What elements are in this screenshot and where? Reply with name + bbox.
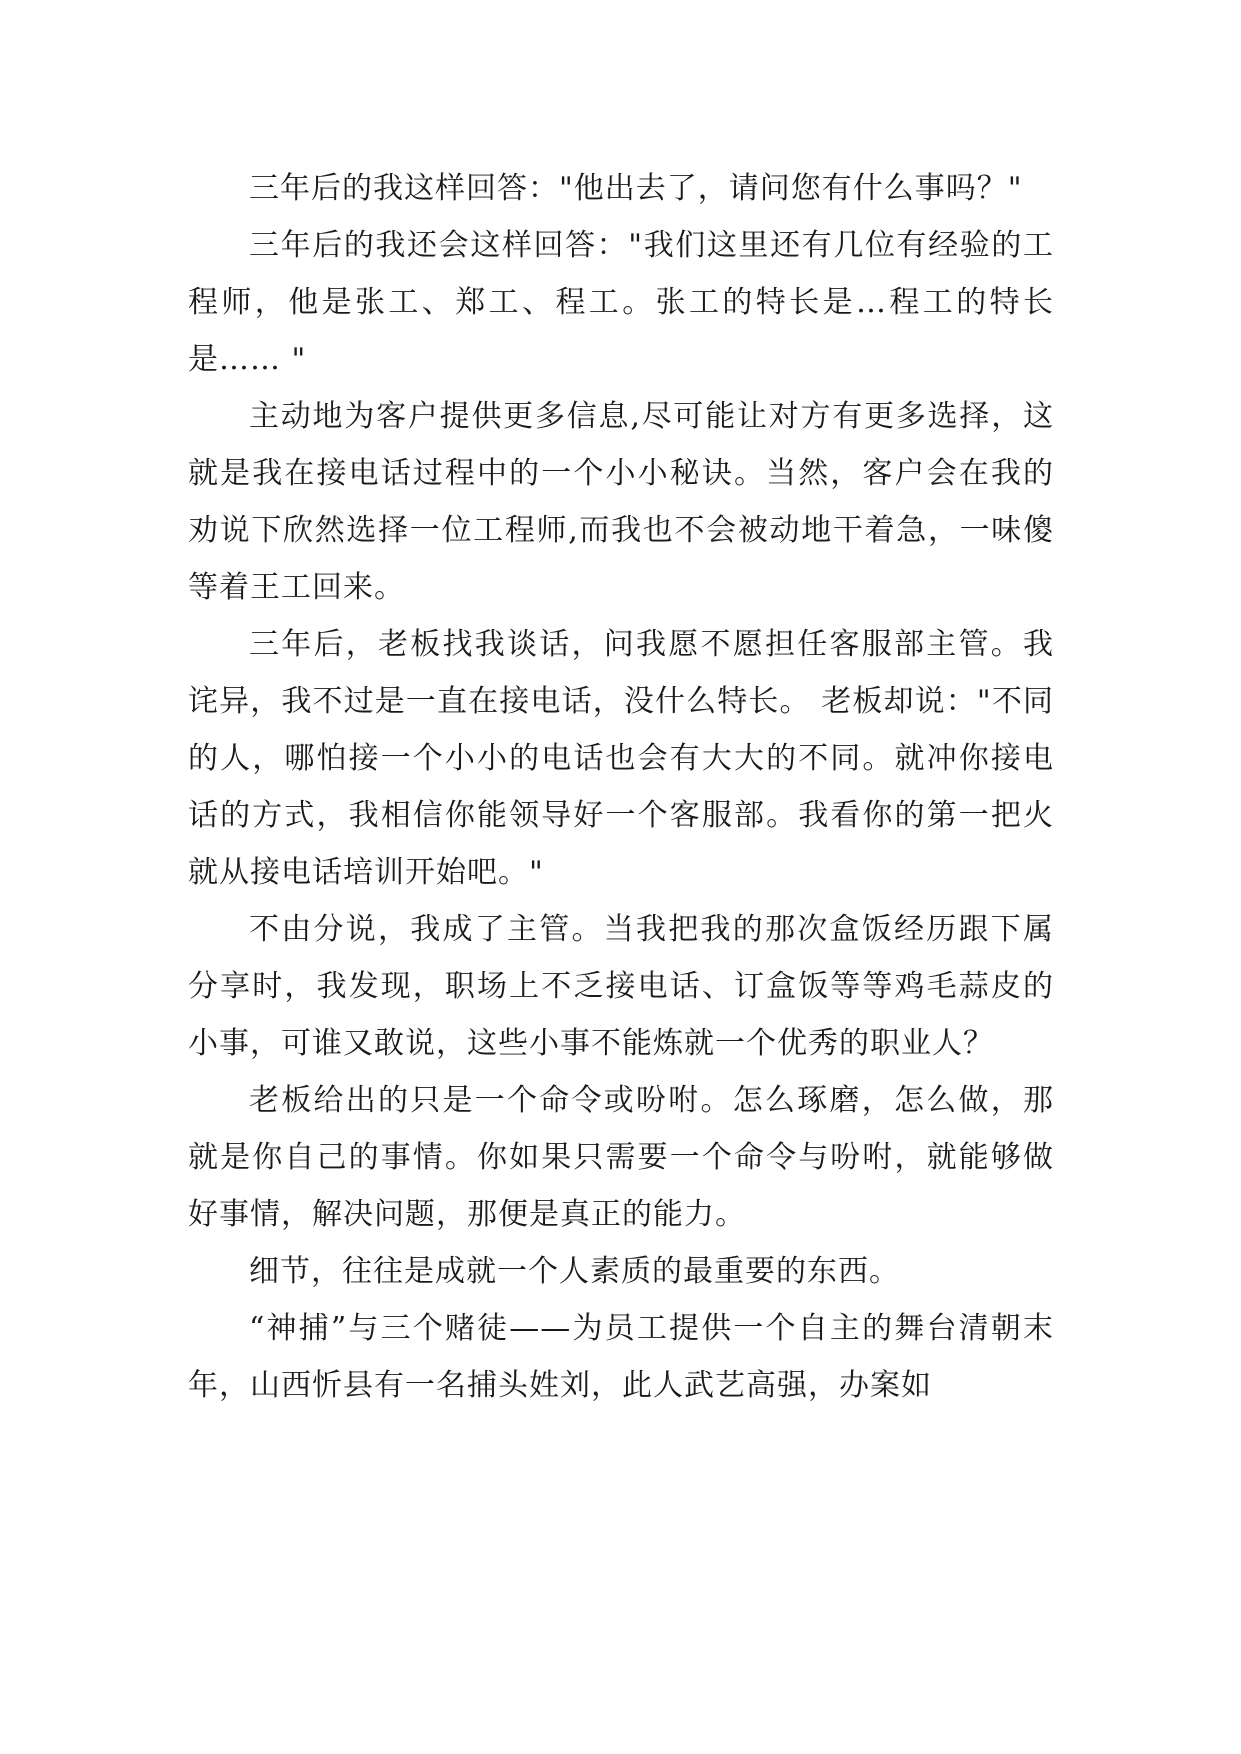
paragraph-4: 三年后，老板找我谈话，问我愿不愿担任客服部主管。我诧异，我不过是一直在接电话，没什么特长。 老板却说："不同的人，哪怕接一个小小的电话也会有大大的不同。就冲你接电话的方式，我相信你能领导好一个客服部。我看你的第一把火就从接电话培训开始吧。": [188, 627, 1054, 890]
paragraph-7: 细节，往往是成就一个人素质的最重要的东西。: [249, 1254, 900, 1289]
paragraph-8: “神捕”与三个赌徒——为员工提供一个自主的舞台清朝末年，山西忻县有一名捕头姓刘，此人武艺高强，办案如: [188, 1311, 1054, 1403]
paragraph-2: 三年后的我还会这样回答："我们这里还有几位有经验的工程师，他是张工、郑工、程工。张工的特长是…程工的特长是…… ": [188, 228, 1054, 377]
paragraph-5: 不由分说，我成了主管。当我把我的那次盒饭经历跟下属分享时，我发现，职场上不乏接电话、订盒饭等等鸡毛蒜皮的小事，可谁又敢说，这些小事不能炼就一个优秀的职业人？: [188, 912, 1054, 1061]
paragraph-6: 老板给出的只是一个命令或吩咐。怎么琢磨，怎么做，那就是你自己的事情。你如果只需要一个命令与吩咐，就能够做好事情，解决问题，那便是真正的能力。: [188, 1083, 1054, 1232]
body-text: [188, 160, 1054, 1414]
paragraph-3: 主动地为客户提供更多信息,尽可能让对方有更多选择，这就是我在接电话过程中的一个小小秘诀。当然，客户会在我的劝说下欣然选择一位工程师,而我也不会被动地干着急，一味傻等着王工回来。: [188, 399, 1054, 605]
paragraph-1: 三年后的我这样回答："他出去了，请问您有什么事吗？": [249, 171, 1023, 206]
